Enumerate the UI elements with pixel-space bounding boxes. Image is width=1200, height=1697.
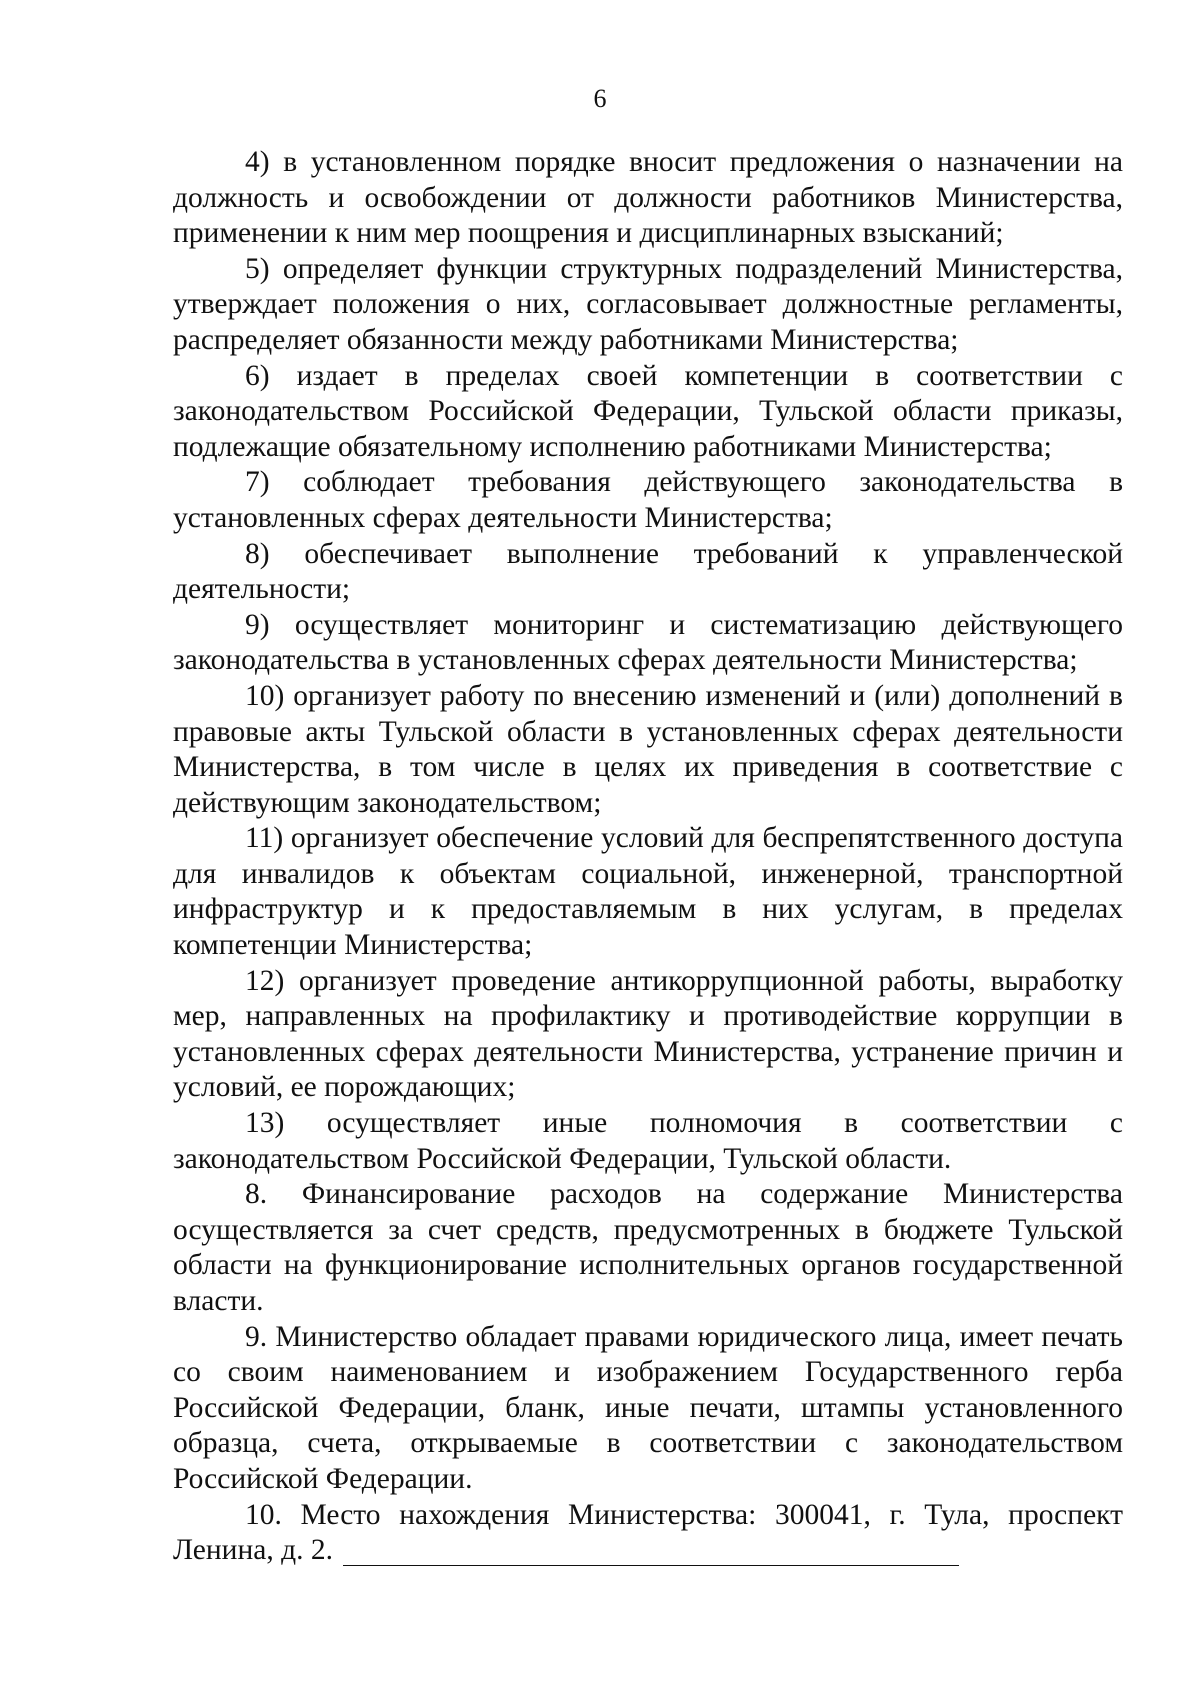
paragraph-item-13: 13) осуществляет иные полномочия в соответствии с законодательством Российской Федерации, Тульской области. — [173, 1107, 1123, 1175]
section-10-location: 10. Место нахождения Министерства: 300041, г. Тула, проспект Ленина, д. 2. — [173, 1498, 1123, 1567]
page-number: 6 — [593, 84, 607, 113]
paragraph-item-9: 9) осуществляет мониторинг и систематизацию действующего законодательства в установленных сферах деятельности Министерства; — [173, 608, 1123, 677]
paragraph-item-10: 10) организует работу по внесению изменений и (или) дополнений в правовые акты Тульской области в установленных сферах деятельности Министерства, в том числе в целях их приведения в соответствие с действующим законодательством; — [173, 679, 1123, 819]
section-9-legal-entity: 9. Министерство обладает правами юридического лица, имеет печать со своим наименованием и изображением Государственного герба Российской Федерации, бланк, иные печати, штампы установленного образца, счета, открываемые в соответствии с законодательством Российской Федерации. — [173, 1320, 1123, 1495]
paragraph-item-4: 4) в установленном порядке вносит предложения о назначении на должность и освобождении от должности работников Министерства, применении к ним мер поощрения и дисциплинарных взысканий; — [173, 146, 1123, 250]
paragraph-item-5: 5) определяет функции структурных подразделений Министерства, утверждает положения о них, согласовывает должностные регламенты, распределяет обязанности между работниками Министерства; — [173, 252, 1123, 356]
paragraph-item-11: 11) организует обеспечение условий для беспрепятственного доступа для инвалидов к объектам социальной, инженерной, транспортной инфраструктур и к предоставляемым в них услугам, в пределах компетенции Министерства; — [173, 822, 1123, 962]
document-body — [173, 145, 1123, 1569]
closing-divider — [343, 1565, 959, 1566]
paragraph-item-12: 12) организует проведение антикоррупционной работы, выработку мер, направленных на профилактику и противодействие коррупции в установленных сферах деятельности Министерства, устранение причин и условий, ее порождающих; — [173, 964, 1123, 1104]
paragraph-item-8: 8) обеспечивает выполнение требований к управленческой деятельности; — [173, 537, 1123, 606]
paragraph-item-6: 6) издает в пределах своей компетенции в соответствии с законодательством Российской Федерации, Тульской области приказы, подлежащие обязательному исполнению работниками Министерства; — [173, 359, 1123, 463]
paragraph-item-7: 7) соблюдает требования действующего законодательства в установленных сферах деятельности Министерства; — [173, 466, 1123, 534]
section-8-financing: 8. Финансирование расходов на содержание Министерства осуществляется за счет средств, предусмотренных в бюджете Тульской области на функционирование исполнительных органов государственной власти. — [173, 1178, 1123, 1317]
